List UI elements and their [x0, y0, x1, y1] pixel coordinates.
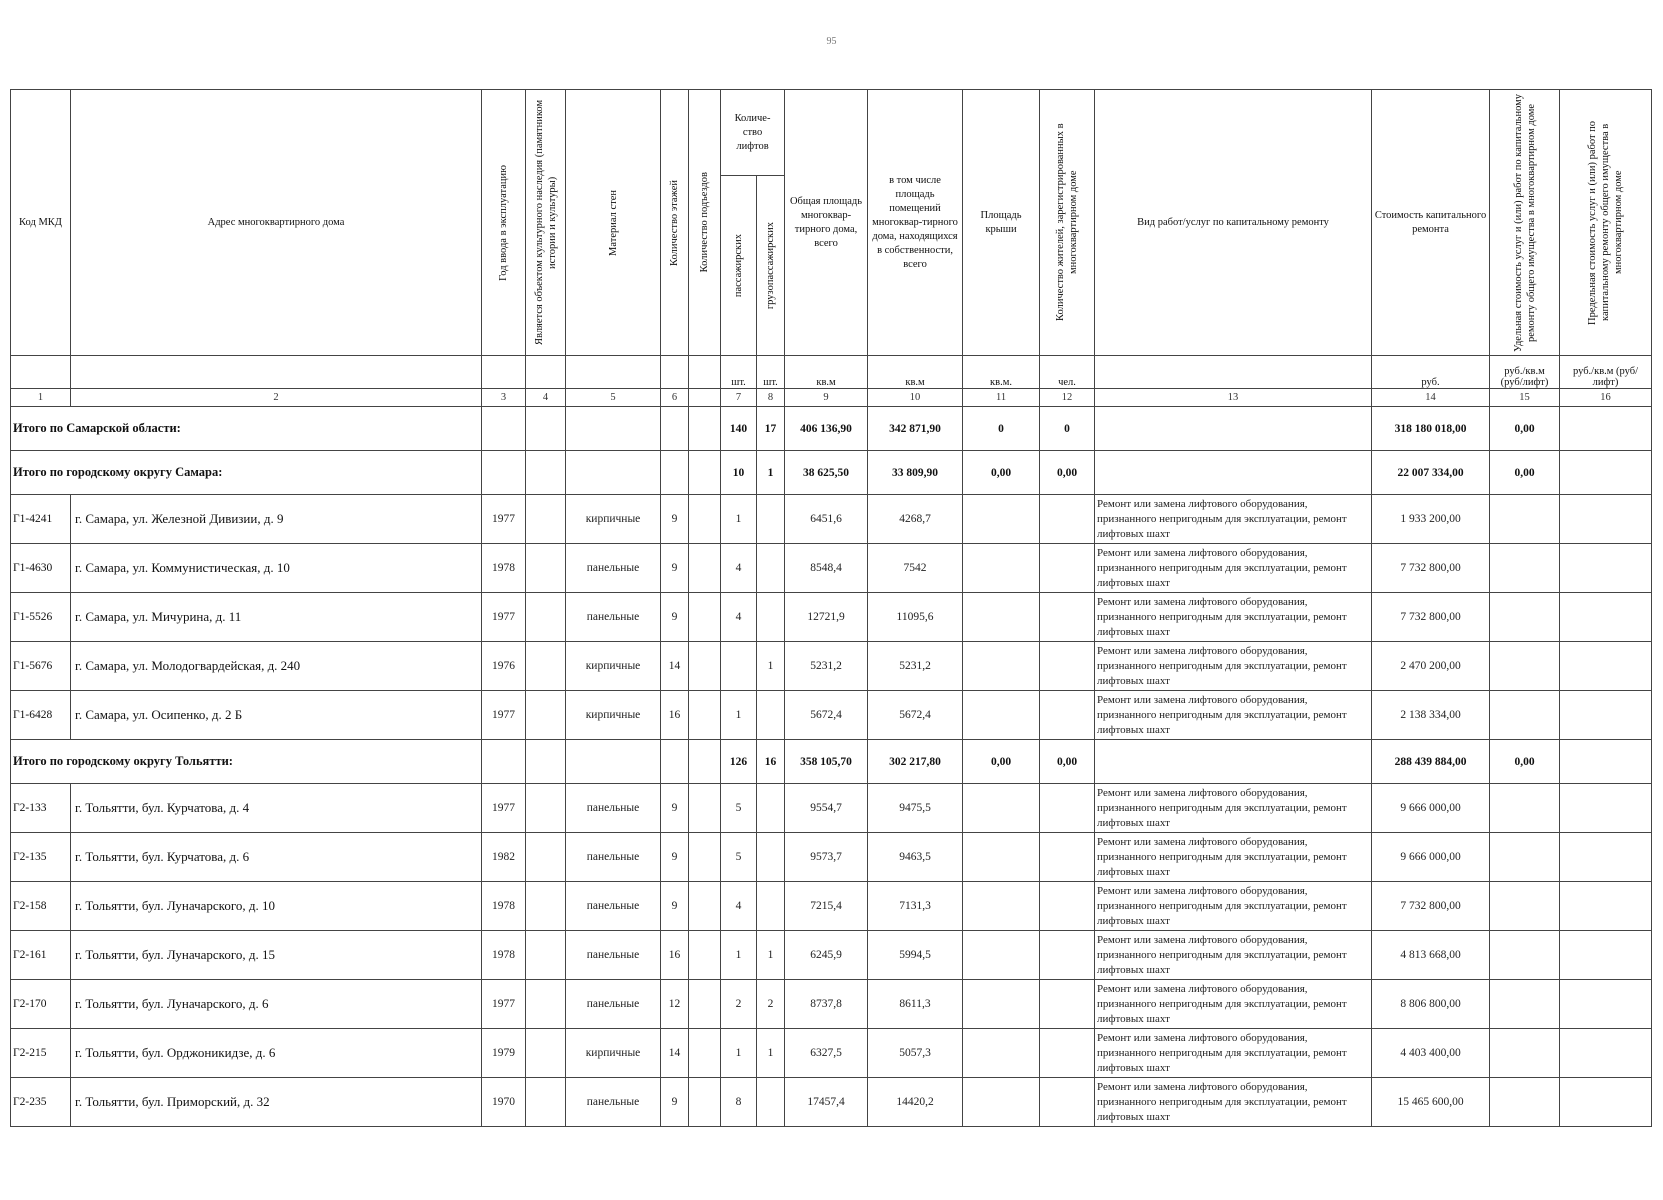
cell-year: 1978 — [482, 544, 526, 593]
cell-lifts-pass: 5 — [721, 833, 757, 882]
header-lifts-pass: пассажирских — [721, 176, 757, 356]
cell-max-cost — [1560, 882, 1652, 931]
cell-area-owned: 7131,3 — [868, 882, 963, 931]
header-residents: Количество жителей, зарегистрированных в многоквартирном доме — [1040, 90, 1095, 356]
cell-address: г. Тольятти, бул. Луначарского, д. 10 — [71, 882, 482, 931]
cell-wall-material: панельные — [566, 544, 661, 593]
cell-lifts-cargo: 2 — [757, 980, 785, 1029]
header-floors: Количество этажей — [661, 90, 689, 356]
cell-area-total: 6451,6 — [785, 495, 868, 544]
cell-max-cost — [1560, 931, 1652, 980]
cell-wall-material: панельные — [566, 1078, 661, 1127]
cell-area-owned: 5231,2 — [868, 642, 963, 691]
cell-repair-cost: 8 806 800,00 — [1372, 980, 1490, 1029]
cell-work-type: Ремонт или замена лифтового оборудования, признанного непригодным для эксплуатации, ремонт лифтовых шахт — [1095, 544, 1372, 593]
cell-wall-material: кирпичные — [566, 691, 661, 740]
cell-work-type: Ремонт или замена лифтового оборудования, признанного непригодным для эксплуатации, ремонт лифтовых шахт — [1095, 784, 1372, 833]
cell-year: 1977 — [482, 691, 526, 740]
cell-repair-cost: 1 933 200,00 — [1372, 495, 1490, 544]
cell-code: Г2-235 — [11, 1078, 71, 1127]
cell-lifts-cargo — [757, 593, 785, 642]
cell-floors: 9 — [661, 833, 689, 882]
cell-work-type: Ремонт или замена лифтового оборудования, признанного непригодным для эксплуатации, ремонт лифтовых шахт — [1095, 980, 1372, 1029]
table-row — [11, 544, 1652, 593]
cell-entrances — [689, 882, 721, 931]
cell-wall-material: кирпичные — [566, 642, 661, 691]
cell-address: г. Тольятти, бул. Курчатова, д. 6 — [71, 833, 482, 882]
cell-entrances — [689, 980, 721, 1029]
cell-year: 1977 — [482, 495, 526, 544]
cell-area-total: 5672,4 — [785, 691, 868, 740]
cell-work-type: Ремонт или замена лифтового оборудования, признанного непригодным для эксплуатации, ремонт лифтовых шахт — [1095, 1078, 1372, 1127]
header-roof: Площадь крыши — [963, 90, 1040, 356]
cell-unit-cost — [1490, 593, 1560, 642]
cell-roof-area — [963, 882, 1040, 931]
cell-unit-cost — [1490, 642, 1560, 691]
total-samara-row: Итого по городскому округу Самара: 10 1 38 625,50 33 809,90 0,00 0,00 22 007 334,00 0,00 — [11, 451, 1652, 495]
cell-code: Г2-133 — [11, 784, 71, 833]
cell-unit-cost — [1490, 544, 1560, 593]
cell-residents — [1040, 882, 1095, 931]
header-unit-cost: Удельная стоимость услуг и (или) работ по капитальному ремонту общего имущества в многоквартирном доме — [1490, 90, 1560, 356]
cell-code: Г2-161 — [11, 931, 71, 980]
cell-entrances — [689, 1078, 721, 1127]
cell-wall-material: панельные — [566, 980, 661, 1029]
cell-max-cost — [1560, 691, 1652, 740]
header-wall: Материал стен — [566, 90, 661, 356]
cell-roof-area — [963, 495, 1040, 544]
header-area-owned: в том числе площадь помещений многоквар-тирного дома, находящихся в собственности, всего — [868, 90, 963, 356]
cell-entrances — [689, 495, 721, 544]
cell-lifts-pass: 1 — [721, 931, 757, 980]
cell-repair-cost: 2 138 334,00 — [1372, 691, 1490, 740]
header-heritage: Является объектом культурного наследия (памятником истории и культуры) — [526, 90, 566, 356]
cell-lifts-pass: 2 — [721, 980, 757, 1029]
cell-area-total: 9554,7 — [785, 784, 868, 833]
header-area-total: Общая площадь многоквар-тирного дома, всего — [785, 90, 868, 356]
cell-heritage — [526, 980, 566, 1029]
cell-code: Г2-135 — [11, 833, 71, 882]
cell-repair-cost: 7 732 800,00 — [1372, 593, 1490, 642]
cell-floors: 9 — [661, 544, 689, 593]
cell-unit-cost — [1490, 691, 1560, 740]
cell-lifts-cargo — [757, 691, 785, 740]
cell-unit-cost — [1490, 1078, 1560, 1127]
cell-lifts-cargo — [757, 1078, 785, 1127]
cell-floors: 9 — [661, 495, 689, 544]
cell-entrances — [689, 593, 721, 642]
table-row — [11, 495, 1652, 544]
cell-lifts-pass — [721, 642, 757, 691]
cell-year: 1979 — [482, 1029, 526, 1078]
cell-residents — [1040, 931, 1095, 980]
cell-wall-material: панельные — [566, 784, 661, 833]
cell-year: 1977 — [482, 593, 526, 642]
cell-area-owned: 5057,3 — [868, 1029, 963, 1078]
cell-lifts-cargo: 1 — [757, 642, 785, 691]
cell-floors: 14 — [661, 1029, 689, 1078]
cell-residents — [1040, 495, 1095, 544]
cell-address: г. Самара, ул. Молодогвардейская, д. 240 — [71, 642, 482, 691]
cell-wall-material: кирпичные — [566, 1029, 661, 1078]
cell-lifts-cargo — [757, 495, 785, 544]
header-code: Код МКД — [11, 90, 71, 356]
cell-address: г. Тольятти, бул. Орджоникидзе, д. 6 — [71, 1029, 482, 1078]
total-tolyatti-row: Итого по городскому округу Тольятти: 126 16 358 105,70 302 217,80 0,00 0,00 288 439 884,00 0,00 — [11, 740, 1652, 784]
cell-area-total: 7215,4 — [785, 882, 868, 931]
cell-year: 1977 — [482, 784, 526, 833]
cell-heritage — [526, 593, 566, 642]
cell-year: 1982 — [482, 833, 526, 882]
column-numbers-row: 1 2 3 4 5 6 7 8 9 10 11 12 13 14 15 16 — [11, 389, 1652, 407]
cell-address: г. Самара, ул. Осипенко, д. 2 Б — [71, 691, 482, 740]
cell-roof-area — [963, 931, 1040, 980]
cell-year: 1977 — [482, 980, 526, 1029]
cell-max-cost — [1560, 593, 1652, 642]
cell-roof-area — [963, 593, 1040, 642]
cell-code: Г1-4241 — [11, 495, 71, 544]
cell-repair-cost: 9 666 000,00 — [1372, 784, 1490, 833]
cell-residents — [1040, 691, 1095, 740]
cell-roof-area — [963, 691, 1040, 740]
cell-max-cost — [1560, 495, 1652, 544]
header-lifts-cargo: грузопассажирских — [757, 176, 785, 356]
table-row — [11, 833, 1652, 882]
cell-residents — [1040, 642, 1095, 691]
cell-lifts-cargo: 1 — [757, 1029, 785, 1078]
cell-area-owned: 8611,3 — [868, 980, 963, 1029]
cell-code: Г1-5526 — [11, 593, 71, 642]
cell-wall-material: панельные — [566, 833, 661, 882]
cell-code: Г1-6428 — [11, 691, 71, 740]
cell-code: Г1-5676 — [11, 642, 71, 691]
cell-repair-cost: 9 666 000,00 — [1372, 833, 1490, 882]
cell-unit-cost — [1490, 833, 1560, 882]
page-number: 95 — [826, 36, 837, 47]
cell-repair-cost: 2 470 200,00 — [1372, 642, 1490, 691]
cell-unit-cost — [1490, 784, 1560, 833]
cell-address: г. Самара, ул. Мичурина, д. 11 — [71, 593, 482, 642]
table-row — [11, 642, 1652, 691]
cell-wall-material: кирпичные — [566, 495, 661, 544]
cell-floors: 9 — [661, 784, 689, 833]
cell-residents — [1040, 544, 1095, 593]
cell-heritage — [526, 833, 566, 882]
cell-area-owned: 11095,6 — [868, 593, 963, 642]
cell-lifts-pass: 8 — [721, 1078, 757, 1127]
cell-work-type: Ремонт или замена лифтового оборудования, признанного непригодным для эксплуатации, ремонт лифтовых шахт — [1095, 882, 1372, 931]
table-row — [11, 1029, 1652, 1078]
cell-work-type: Ремонт или замена лифтового оборудования, признанного непригодным для эксплуатации, ремонт лифтовых шахт — [1095, 691, 1372, 740]
cell-work-type: Ремонт или замена лифтового оборудования, признанного непригодным для эксплуатации, ремонт лифтовых шахт — [1095, 1029, 1372, 1078]
cell-roof-area — [963, 544, 1040, 593]
cell-heritage — [526, 931, 566, 980]
cell-area-owned: 4268,7 — [868, 495, 963, 544]
cell-floors: 9 — [661, 593, 689, 642]
cell-year: 1978 — [482, 931, 526, 980]
cell-lifts-pass: 4 — [721, 593, 757, 642]
cell-floors: 16 — [661, 931, 689, 980]
cell-lifts-cargo — [757, 833, 785, 882]
cell-area-total: 8737,8 — [785, 980, 868, 1029]
cell-work-type: Ремонт или замена лифтового оборудования, признанного непригодным для эксплуатации, ремонт лифтовых шахт — [1095, 931, 1372, 980]
cell-max-cost — [1560, 980, 1652, 1029]
cell-roof-area — [963, 784, 1040, 833]
cell-area-total: 9573,7 — [785, 833, 868, 882]
cell-heritage — [526, 1078, 566, 1127]
cell-area-owned: 7542 — [868, 544, 963, 593]
cell-work-type: Ремонт или замена лифтового оборудования, признанного непригодным для эксплуатации, ремонт лифтовых шахт — [1095, 593, 1372, 642]
header-work: Вид работ/услуг по капитальному ремонту — [1095, 90, 1372, 356]
table-row — [11, 980, 1652, 1029]
cell-roof-area — [963, 980, 1040, 1029]
cell-roof-area — [963, 642, 1040, 691]
cell-max-cost — [1560, 784, 1652, 833]
cell-heritage — [526, 495, 566, 544]
cell-work-type: Ремонт или замена лифтового оборудования, признанного непригодным для эксплуатации, ремонт лифтовых шахт — [1095, 833, 1372, 882]
cell-area-owned: 9463,5 — [868, 833, 963, 882]
cell-year: 1978 — [482, 882, 526, 931]
header-max-cost: Предельная стоимость услуг и (или) работ по капитальному ремонту общего имущества в многоквартирном доме — [1560, 90, 1652, 356]
cell-heritage — [526, 1029, 566, 1078]
cell-repair-cost: 4 813 668,00 — [1372, 931, 1490, 980]
cell-code: Г2-215 — [11, 1029, 71, 1078]
cell-floors: 16 — [661, 691, 689, 740]
cell-max-cost — [1560, 544, 1652, 593]
cell-address: г. Самара, ул. Коммунистическая, д. 10 — [71, 544, 482, 593]
cell-wall-material: панельные — [566, 931, 661, 980]
cell-entrances — [689, 642, 721, 691]
cell-work-type: Ремонт или замена лифтового оборудования, признанного непригодным для эксплуатации, ремонт лифтовых шахт — [1095, 495, 1372, 544]
cell-residents — [1040, 593, 1095, 642]
cell-unit-cost — [1490, 1029, 1560, 1078]
cell-max-cost — [1560, 642, 1652, 691]
cell-roof-area — [963, 1029, 1040, 1078]
table-row — [11, 784, 1652, 833]
cell-heritage — [526, 544, 566, 593]
header-cost: Стоимость капитального ремонта — [1372, 90, 1490, 356]
units-row: шт. шт. кв.м кв.м кв.м. чел. руб. руб./кв.м (руб/лифт) руб./кв.м (руб/лифт) — [11, 356, 1652, 389]
cell-residents — [1040, 980, 1095, 1029]
cell-address: г. Тольятти, бул. Приморский, д. 32 — [71, 1078, 482, 1127]
cell-repair-cost: 4 403 400,00 — [1372, 1029, 1490, 1078]
cell-year: 1970 — [482, 1078, 526, 1127]
cell-roof-area — [963, 833, 1040, 882]
cell-work-type: Ремонт или замена лифтового оборудования, признанного непригодным для эксплуатации, ремонт лифтовых шахт — [1095, 642, 1372, 691]
cell-wall-material: панельные — [566, 882, 661, 931]
cell-code: Г2-158 — [11, 882, 71, 931]
cell-area-total: 5231,2 — [785, 642, 868, 691]
cell-residents — [1040, 833, 1095, 882]
cell-area-owned: 5672,4 — [868, 691, 963, 740]
cell-roof-area — [963, 1078, 1040, 1127]
total-region-row: Итого по Самарской области: 140 17 406 136,90 342 871,90 0 0 318 180 018,00 0,00 — [11, 407, 1652, 451]
cell-lifts-pass: 1 — [721, 691, 757, 740]
cell-address: г. Тольятти, бул. Луначарского, д. 6 — [71, 980, 482, 1029]
cell-entrances — [689, 691, 721, 740]
cell-residents — [1040, 1078, 1095, 1127]
cell-floors: 14 — [661, 642, 689, 691]
cell-repair-cost: 7 732 800,00 — [1372, 544, 1490, 593]
cell-floors: 9 — [661, 882, 689, 931]
cell-entrances — [689, 931, 721, 980]
table-row — [11, 931, 1652, 980]
cell-address: г. Тольятти, бул. Курчатова, д. 4 — [71, 784, 482, 833]
cell-lifts-cargo: 1 — [757, 931, 785, 980]
cell-lifts-pass: 4 — [721, 882, 757, 931]
cell-repair-cost: 7 732 800,00 — [1372, 882, 1490, 931]
cell-unit-cost — [1490, 495, 1560, 544]
cell-entrances — [689, 784, 721, 833]
cell-area-owned: 14420,2 — [868, 1078, 963, 1127]
cell-unit-cost — [1490, 980, 1560, 1029]
cell-heritage — [526, 784, 566, 833]
capital-repair-table — [10, 89, 1652, 1127]
cell-max-cost — [1560, 1029, 1652, 1078]
cell-heritage — [526, 642, 566, 691]
cell-entrances — [689, 1029, 721, 1078]
cell-lifts-cargo — [757, 784, 785, 833]
cell-area-total: 6245,9 — [785, 931, 868, 980]
cell-unit-cost — [1490, 882, 1560, 931]
cell-area-total: 17457,4 — [785, 1078, 868, 1127]
cell-address: г. Тольятти, бул. Луначарского, д. 15 — [71, 931, 482, 980]
cell-area-owned: 9475,5 — [868, 784, 963, 833]
cell-residents — [1040, 1029, 1095, 1078]
cell-max-cost — [1560, 833, 1652, 882]
cell-heritage — [526, 882, 566, 931]
header-year: Год ввода в эксплуатацию — [482, 90, 526, 356]
cell-floors: 9 — [661, 1078, 689, 1127]
cell-lifts-pass: 5 — [721, 784, 757, 833]
cell-lifts-pass: 1 — [721, 1029, 757, 1078]
header-lifts: Количе-ство лифтов — [721, 90, 785, 176]
table-row — [11, 593, 1652, 642]
cell-lifts-cargo — [757, 544, 785, 593]
cell-area-total: 6327,5 — [785, 1029, 868, 1078]
cell-unit-cost — [1490, 931, 1560, 980]
table-row — [11, 691, 1652, 740]
cell-max-cost — [1560, 1078, 1652, 1127]
cell-area-total: 8548,4 — [785, 544, 868, 593]
cell-lifts-pass: 1 — [721, 495, 757, 544]
header-address: Адрес многоквартирного дома — [71, 90, 482, 356]
cell-heritage — [526, 691, 566, 740]
cell-address: г. Самара, ул. Железной Дивизии, д. 9 — [71, 495, 482, 544]
cell-repair-cost: 15 465 600,00 — [1372, 1078, 1490, 1127]
cell-lifts-pass: 4 — [721, 544, 757, 593]
cell-code: Г1-4630 — [11, 544, 71, 593]
cell-area-total: 12721,9 — [785, 593, 868, 642]
cell-floors: 12 — [661, 980, 689, 1029]
cell-area-owned: 5994,5 — [868, 931, 963, 980]
cell-entrances — [689, 544, 721, 593]
header-entrances: Количество подъездов — [689, 90, 721, 356]
cell-residents — [1040, 784, 1095, 833]
cell-year: 1976 — [482, 642, 526, 691]
cell-entrances — [689, 833, 721, 882]
cell-code: Г2-170 — [11, 980, 71, 1029]
cell-wall-material: панельные — [566, 593, 661, 642]
table-row — [11, 1078, 1652, 1127]
table-row — [11, 882, 1652, 931]
cell-lifts-cargo — [757, 882, 785, 931]
